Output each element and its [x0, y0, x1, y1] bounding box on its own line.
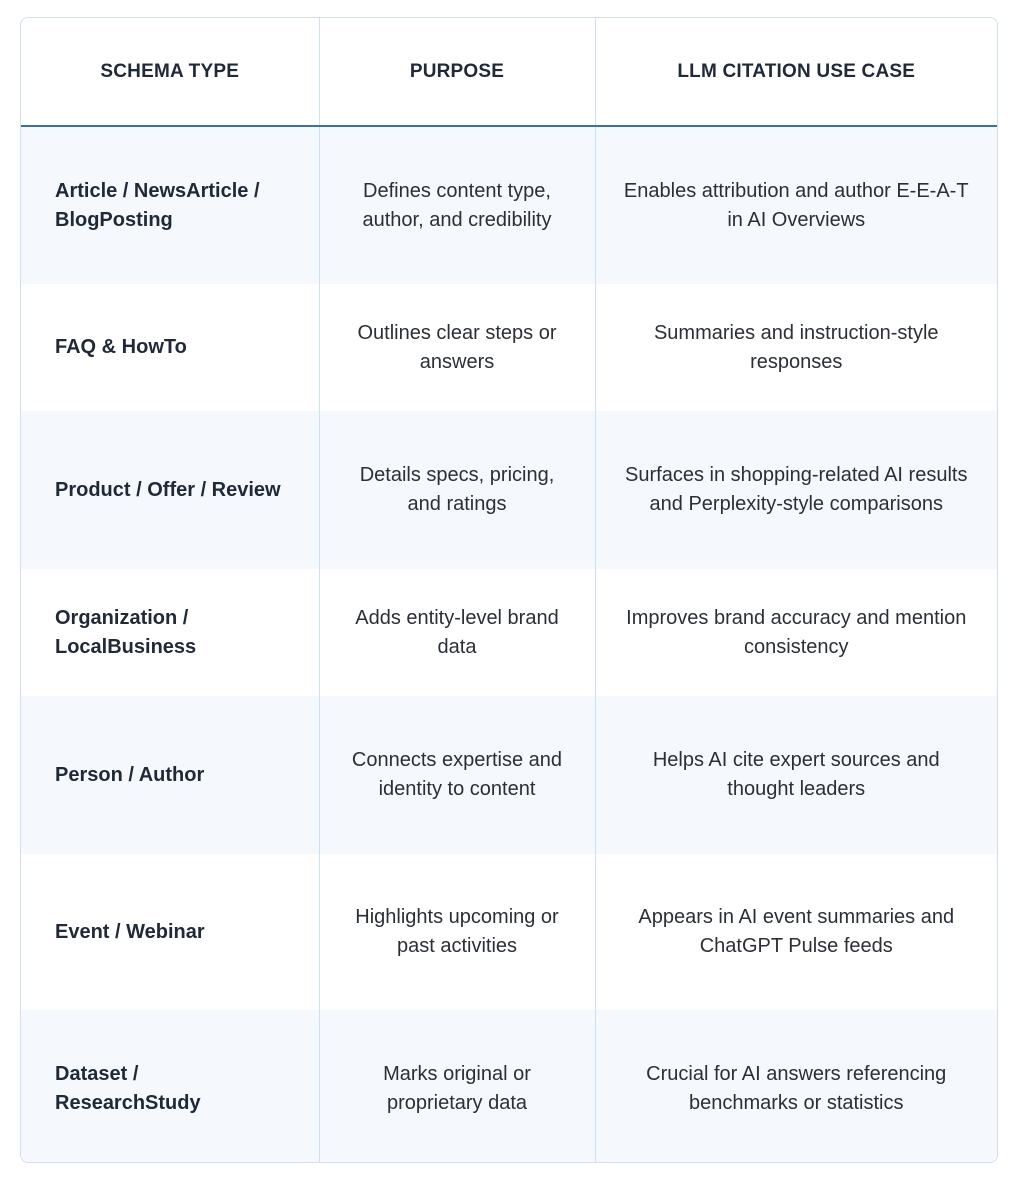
- schema-type-cell: Organization / LocalBusiness: [21, 569, 319, 696]
- purpose-cell: Adds entity-level brand data: [319, 569, 595, 696]
- purpose-cell: Marks original or proprietary data: [319, 1010, 595, 1163]
- schema-table-card: [20, 17, 998, 1163]
- table-row: [21, 1010, 997, 1163]
- header-row: [21, 18, 997, 126]
- table-row: [21, 569, 997, 696]
- use-case-cell: Enables attribution and author E-E-A-T in AI Overviews: [595, 126, 997, 284]
- use-case-cell: Surfaces in shopping-related AI results and Perplexity-style comparisons: [595, 411, 997, 569]
- header-llm-use-case: LLM CITATION USE CASE: [595, 18, 997, 126]
- table-row: [21, 126, 997, 284]
- schema-type-cell: Person / Author: [21, 696, 319, 854]
- table-header: [21, 18, 997, 126]
- header-purpose: PURPOSE: [319, 18, 595, 126]
- use-case-cell: Improves brand accuracy and mention consistency: [595, 569, 997, 696]
- purpose-cell: Highlights upcoming or past activities: [319, 854, 595, 1010]
- schema-table: [21, 18, 997, 1163]
- purpose-cell: Details specs, pricing, and ratings: [319, 411, 595, 569]
- schema-type-cell: Dataset / ResearchStudy: [21, 1010, 319, 1163]
- use-case-cell: Helps AI cite expert sources and thought leaders: [595, 696, 997, 854]
- use-case-cell: Crucial for AI answers referencing benchmarks or statistics: [595, 1010, 997, 1163]
- header-schema-type: SCHEMA TYPE: [21, 18, 319, 126]
- schema-type-cell: Event / Webinar: [21, 854, 319, 1010]
- purpose-cell: Defines content type, author, and credibility: [319, 126, 595, 284]
- use-case-cell: Summaries and instruction-style responses: [595, 284, 997, 411]
- table-row: [21, 854, 997, 1010]
- purpose-cell: Outlines clear steps or answers: [319, 284, 595, 411]
- table-body: [21, 126, 997, 1163]
- use-case-cell: Appears in AI event summaries and ChatGPT Pulse feeds: [595, 854, 997, 1010]
- purpose-cell: Connects expertise and identity to content: [319, 696, 595, 854]
- schema-type-cell: FAQ & HowTo: [21, 284, 319, 411]
- table-row: [21, 411, 997, 569]
- schema-type-cell: Product / Offer / Review: [21, 411, 319, 569]
- table-row: [21, 696, 997, 854]
- table-row: [21, 284, 997, 411]
- schema-type-cell: Article / NewsArticle / BlogPosting: [21, 126, 319, 284]
